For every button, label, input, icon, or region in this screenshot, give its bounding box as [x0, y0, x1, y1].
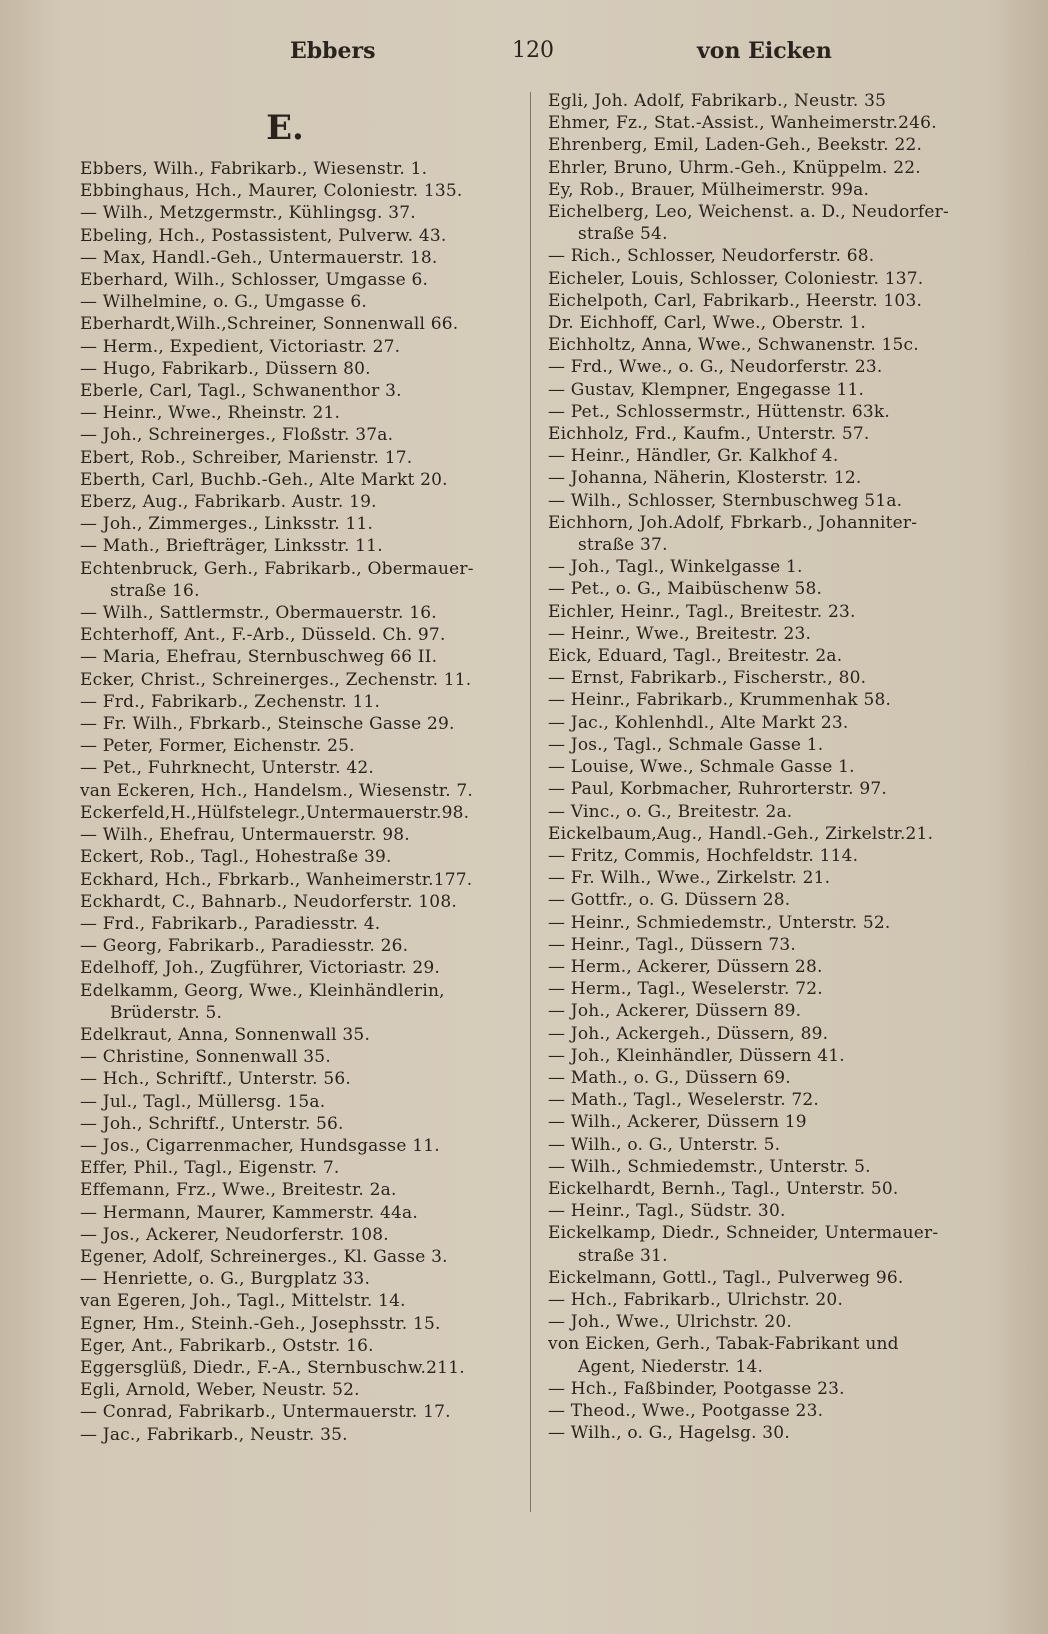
directory-entry: — Hch., Schriftf., Unterstr. 56. — [80, 1069, 351, 1090]
directory-entry: — Math., Tagl., Weselerstr. 72. — [548, 1090, 820, 1111]
directory-entry: — Herm., Tagl., Weselerstr. 72. — [548, 979, 823, 1000]
directory-entry: — Frd., Wwe., o. G., Neudorferstr. 23. — [548, 357, 883, 378]
directory-entry: van Egeren, Joh., Tagl., Mittelstr. 14. — [80, 1291, 406, 1312]
directory-entry: straße 31. — [578, 1245, 668, 1266]
directory-entry: — Herm., Ackerer, Düssern 28. — [548, 956, 823, 977]
directory-entry: — Herm., Expedient, Victoriastr. 27. — [80, 336, 401, 357]
directory-entry: — Wilh., Metzgermstr., Kühlingsg. 37. — [80, 203, 416, 224]
header-left-keyword: Ebbers — [290, 38, 376, 64]
left-column — [80, 98, 510, 1446]
directory-entry: — Conrad, Fabrikarb., Untermauerstr. 17. — [80, 1402, 451, 1423]
directory-entry: Ecker, Christ., Schreinerges., Zechenstr. 11. — [80, 669, 472, 690]
directory-entry: — Joh., Schreinerges., Floßstr. 37a. — [80, 425, 394, 446]
directory-entry: — Peter, Former, Eichenstr. 25. — [80, 736, 355, 757]
directory-entry: straße 54. — [578, 224, 668, 245]
directory-entry: Dr. Eichhoff, Carl, Wwe., Oberstr. 1. — [548, 313, 867, 334]
directory-entry: Egli, Joh. Adolf, Fabrikarb., Neustr. 35 — [548, 91, 887, 111]
directory-entry: — Gustav, Klempner, Engegasse 11. — [548, 379, 865, 400]
directory-entry: Eickelbaum,Aug., Handl.-Geh., Zirkelstr.21. — [548, 823, 934, 844]
directory-entry: — Jos., Tagl., Schmale Gasse 1. — [548, 734, 824, 755]
directory-entry: Ey, Rob., Brauer, Mülheimerstr. 99a. — [548, 179, 870, 200]
right-column — [548, 90, 988, 1444]
directory-entry: — Wilh., o. G., Hagelsg. 30. — [548, 1423, 790, 1444]
directory-entry: — Wilhelmine, o. G., Umgasse 6. — [80, 292, 367, 313]
directory-entry: — Heinr., Fabrikarb., Krummenhak 58. — [548, 690, 892, 711]
directory-entry: Effemann, Frz., Wwe., Breitestr. 2a. — [80, 1180, 397, 1201]
directory-entry: — Fritz, Commis, Hochfeldstr. 114. — [548, 845, 859, 866]
directory-entry: — Fr. Wilh., Fbrkarb., Steinsche Gasse 29. — [80, 714, 455, 735]
directory-entry: Eichler, Heinr., Tagl., Breitestr. 23. — [548, 601, 856, 622]
directory-entry: Eichholtz, Anna, Wwe., Schwanenstr. 15c. — [548, 335, 919, 356]
directory-entry: — Joh., Schriftf., Unterstr. 56. — [80, 1113, 344, 1134]
directory-entry: — Max, Handl.-Geh., Untermauerstr. 18. — [80, 247, 438, 268]
directory-entry: Brüderstr. 5. — [110, 1002, 223, 1023]
directory-entry: — Fr. Wilh., Wwe., Zirkelstr. 21. — [548, 868, 831, 889]
directory-entry: — Hch., Faßbinder, Pootgasse 23. — [548, 1378, 845, 1399]
directory-entry: straße 16. — [110, 580, 200, 601]
directory-entry: von Eicken, Gerh., Tabak-Fabrikant und — [548, 1334, 899, 1355]
directory-entry: Eickelkamp, Diedr., Schneider, Untermauer- — [548, 1223, 939, 1244]
directory-entry: — Johanna, Näherin, Klosterstr. 12. — [548, 468, 862, 489]
page-number: 120 — [512, 38, 554, 63]
directory-entry: — Wilh., Schlosser, Sternbuschweg 51a. — [548, 490, 903, 511]
directory-entry: — Paul, Korbmacher, Ruhrorterstr. 97. — [548, 779, 888, 800]
directory-entry: — Wilh., Ehefrau, Untermauerstr. 98. — [80, 825, 410, 846]
directory-entry: straße 37. — [578, 535, 668, 556]
column-divider — [530, 92, 531, 1512]
directory-entry: Eckhardt, C., Bahnarb., Neudorferstr. 108. — [80, 891, 457, 912]
directory-entry: — Pet., Schlossermstr., Hüttenstr. 63k. — [548, 401, 890, 422]
directory-entry: — Pet., Fuhrknecht, Unterstr. 42. — [80, 758, 374, 779]
directory-entry: — Maria, Ehefrau, Sternbuschweg 66 II. — [80, 647, 438, 668]
directory-entry: — Frd., Fabrikarb., Zechenstr. 11. — [80, 691, 381, 712]
directory-entry: — Frd., Fabrikarb., Paradiesstr. 4. — [80, 913, 381, 934]
directory-entry: Eickelhardt, Bernh., Tagl., Unterstr. 50. — [548, 1178, 899, 1199]
directory-entry: Eckerfeld,H.,Hülfstelegr.,Untermauerstr.98. — [80, 802, 470, 823]
directory-entry: Eichelberg, Leo, Weichenst. a. D., Neudorfer- — [548, 202, 949, 223]
directory-entry: Ehrenberg, Emil, Laden-Geh., Beekstr. 22. — [548, 135, 923, 156]
directory-entry: Eberz, Aug., Fabrikarb. Austr. 19. — [80, 492, 377, 513]
directory-entry: Eick, Eduard, Tagl., Breitestr. 2a. — [548, 646, 843, 667]
directory-entry: — Georg, Fabrikarb., Paradiesstr. 26. — [80, 936, 409, 957]
directory-entry: Eickelmann, Gottl., Tagl., Pulverweg 96. — [548, 1267, 904, 1288]
directory-entry: Ebeling, Hch., Postassistent, Pulverw. 43. — [80, 225, 447, 246]
directory-entry: — Heinr., Tagl., Düssern 73. — [548, 934, 797, 955]
directory-entry: Eicheler, Louis, Schlosser, Coloniestr. 137. — [548, 268, 924, 289]
directory-entry: — Jul., Tagl., Müllersg. 15a. — [80, 1091, 326, 1112]
directory-entry: Eichholz, Frd., Kaufm., Unterstr. 57. — [548, 424, 870, 445]
directory-entry: Echtenbruck, Gerh., Fabrikarb., Obermauer- — [80, 558, 474, 579]
directory-entry: Ehrler, Bruno, Uhrm.-Geh., Knüppelm. 22. — [548, 157, 921, 178]
directory-entry: — Louise, Wwe., Schmale Gasse 1. — [548, 757, 855, 778]
directory-entry: — Pet., o. G., Maibüschenw 58. — [548, 579, 823, 600]
directory-entry: Edelkamm, Georg, Wwe., Kleinhändlerin, — [80, 980, 445, 1001]
directory-entry: — Jos., Cigarrenmacher, Hundsgasse 11. — [80, 1135, 440, 1156]
directory-entry: — Gottfr., o. G. Düssern 28. — [548, 890, 791, 911]
directory-entry: — Heinr., Tagl., Südstr. 30. — [548, 1201, 786, 1222]
directory-entry: — Heinr., Wwe., Rheinstr. 21. — [80, 403, 341, 424]
directory-entry: — Theod., Wwe., Pootgasse 23. — [548, 1400, 824, 1421]
page-header — [0, 38, 1048, 74]
directory-entry: — Math., o. G., Düssern 69. — [548, 1067, 791, 1088]
directory-entry: Egli, Arnold, Weber, Neustr. 52. — [80, 1380, 360, 1401]
directory-entry: — Henriette, o. G., Burgplatz 33. — [80, 1269, 371, 1290]
directory-entry: Ebbinghaus, Hch., Maurer, Coloniestr. 135. — [80, 181, 463, 202]
directory-entry: Edelkraut, Anna, Sonnenwall 35. — [80, 1024, 371, 1045]
directory-entry: — Wilh., Ackerer, Düssern 19 — [548, 1112, 807, 1133]
directory-entry: — Ernst, Fabrikarb., Fischerstr., 80. — [548, 668, 867, 689]
directory-entry: — Joh., Tagl., Winkelgasse 1. — [548, 557, 803, 578]
directory-entry: — Math., Briefträger, Linksstr. 11. — [80, 536, 383, 557]
directory-entry: — Hch., Fabrikarb., Ulrichstr. 20. — [548, 1289, 844, 1310]
directory-entry: — Vinc., o. G., Breitestr. 2a. — [548, 801, 793, 822]
directory-entry: Egener, Adolf, Schreinerges., Kl. Gasse 3. — [80, 1246, 448, 1267]
directory-entry: Edelhoff, Joh., Zugführer, Victoriastr. 29. — [80, 958, 441, 979]
directory-entry: — Wilh., Sattlermstr., Obermauerstr. 16. — [80, 603, 437, 624]
directory-entry: — Joh., Ackergeh., Düssern, 89. — [548, 1023, 829, 1044]
directory-entry: van Eckeren, Hch., Handelsm., Wiesenstr. 7. — [80, 780, 474, 801]
directory-entry: Agent, Niederstr. 14. — [578, 1356, 764, 1377]
directory-entry: Ebbers, Wilh., Fabrikarb., Wiesenstr. 1. — [80, 159, 428, 179]
directory-entry: — Joh., Wwe., Ulrichstr. 20. — [548, 1312, 792, 1333]
directory-entry: Eckert, Rob., Tagl., Hohestraße 39. — [80, 847, 392, 868]
directory-entry: Eberhard, Wilh., Schlosser, Umgasse 6. — [80, 270, 429, 291]
directory-entry: — Wilh., o. G., Unterstr. 5. — [548, 1134, 781, 1155]
directory-entry: Eger, Ant., Fabrikarb., Oststr. 16. — [80, 1335, 374, 1356]
directory-entry: Eichhorn, Joh.Adolf, Fbrkarb., Johanniter- — [548, 512, 918, 533]
directory-entry: Eckhard, Hch., Fbrkarb., Wanheimerstr.177. — [80, 869, 473, 890]
header-right-keyword: von Eicken — [697, 38, 832, 64]
section-letter: E. — [266, 108, 304, 148]
directory-entry: — Heinr., Schmiedemstr., Unterstr. 52. — [548, 912, 891, 933]
directory-entry: — Rich., Schlosser, Neudorferstr. 68. — [548, 246, 875, 267]
directory-entry: Eberhardt,Wilh.,Schreiner, Sonnenwall 66. — [80, 314, 459, 335]
directory-entry: Eichelpoth, Carl, Fabrikarb., Heerstr. 103. — [548, 290, 923, 311]
directory-entry: — Heinr., Wwe., Breitestr. 23. — [548, 623, 812, 644]
directory-entry: Egner, Hm., Steinh.-Geh., Josephsstr. 15. — [80, 1313, 441, 1334]
directory-entry: — Jac., Kohlenhdl., Alte Markt 23. — [548, 712, 849, 733]
directory-entry: — Wilh., Schmiedemstr., Unterstr. 5. — [548, 1156, 871, 1177]
directory-entry: Eberle, Carl, Tagl., Schwanenthor 3. — [80, 381, 402, 402]
directory-entry: Ebert, Rob., Schreiber, Marienstr. 17. — [80, 447, 413, 468]
directory-entry: Echterhoff, Ant., F.-Arb., Düsseld. Ch. 97. — [80, 625, 446, 646]
directory-entry: — Joh., Zimmerges., Linksstr. 11. — [80, 514, 374, 535]
directory-entry: — Christine, Sonnenwall 35. — [80, 1047, 331, 1068]
directory-entry: — Hugo, Fabrikarb., Düssern 80. — [80, 358, 371, 379]
directory-entry: — Hermann, Maurer, Kammerstr. 44a. — [80, 1202, 418, 1223]
directory-entry: Eberth, Carl, Buchb.-Geh., Alte Markt 20. — [80, 469, 448, 490]
directory-entry: — Joh., Kleinhändler, Düssern 41. — [548, 1045, 845, 1066]
directory-entry: Effer, Phil., Tagl., Eigenstr. 7. — [80, 1158, 340, 1179]
directory-entry: — Heinr., Händler, Gr. Kalkhof 4. — [548, 446, 839, 467]
directory-entry: — Joh., Ackerer, Düssern 89. — [548, 1001, 802, 1022]
directory-entry: Eggersglüß, Diedr., F.-A., Sternbuschw.211. — [80, 1357, 465, 1378]
directory-entry: Ehmer, Fz., Stat.-Assist., Wanheimerstr.246. — [548, 113, 937, 134]
directory-entry: — Jos., Ackerer, Neudorferstr. 108. — [80, 1224, 389, 1245]
directory-entry: — Jac., Fabrikarb., Neustr. 35. — [80, 1424, 348, 1445]
